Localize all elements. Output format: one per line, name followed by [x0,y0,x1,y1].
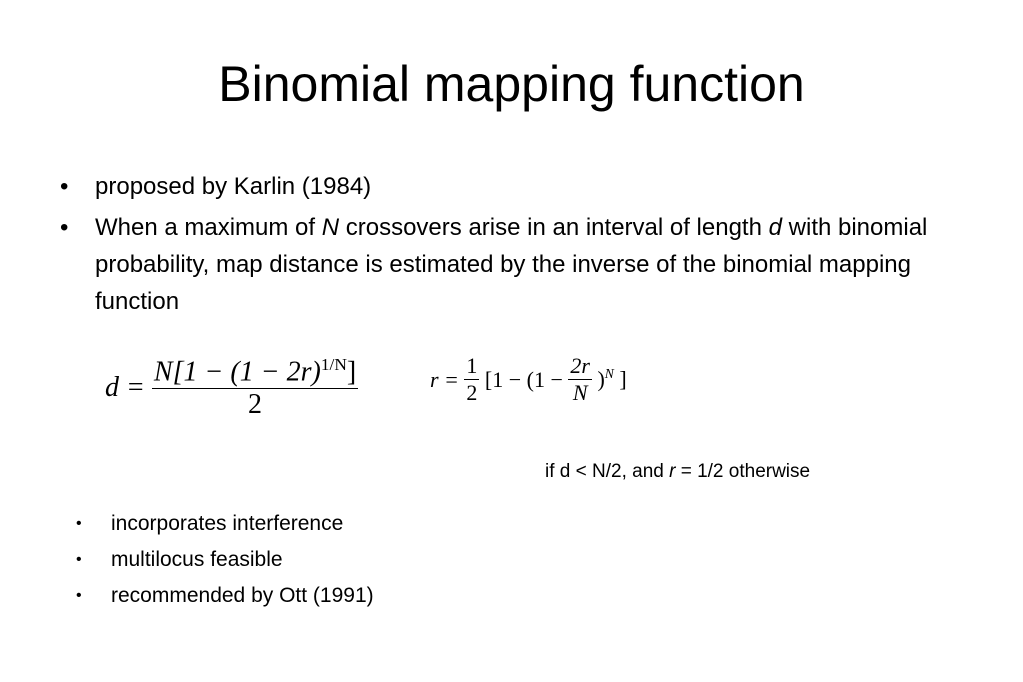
formula-close: )$^N$ ] [597,366,627,392]
formula-inverse-mapping [105,355,358,421]
bullet-dot: • [76,551,82,568]
sub-bullet-item [76,506,374,542]
bullet-dot: • [60,173,69,200]
sub-bullet-text: multilocus feasible [111,548,283,571]
bullet-dot: • [60,214,69,241]
sub-bullet-list [76,506,374,614]
bullet-text: with binomial probability, map distance is estimated by the inverse of the binomial mapping function [95,214,928,315]
bullet-list [60,168,960,320]
formula-mapping [430,353,627,406]
formula-condition: if d < N/2, and r = 1/2 otherwise [545,461,811,482]
formula-half: $\frac{1}{2}$ [466,353,478,405]
formula-fraction [152,355,358,421]
formula-inner-fraction: $\frac{2r}{N}$ [570,353,590,405]
formula-denominator: 2 [152,388,358,421]
sub-bullet-item [76,578,374,614]
bullet-dot: • [76,587,82,604]
formula-middle: [1 − (1 − [484,366,563,392]
bullet-text: crossovers arise in an interval of length [339,214,769,241]
formula-lhs: r = [430,366,459,392]
sub-bullet-text: incorporates interference [111,512,344,535]
bullet-text: proposed by Karlin (1984) [95,173,372,200]
bullet-item [60,168,960,205]
variable-d: d [768,214,782,241]
sub-bullet-text: recommended by Ott (1991) [111,584,374,607]
slide-title: Binomial mapping function [218,56,805,112]
sub-bullet-item [76,542,374,578]
formula-lhs: d = [105,372,145,404]
bullet-text: When a maximum of [95,214,322,241]
formula-numerator: $N[1 - (1 - 2r)^{1/N}]$ [153,355,357,388]
variable-n: N [321,214,340,241]
bullet-dot: • [76,515,82,532]
bullet-item [60,209,960,320]
